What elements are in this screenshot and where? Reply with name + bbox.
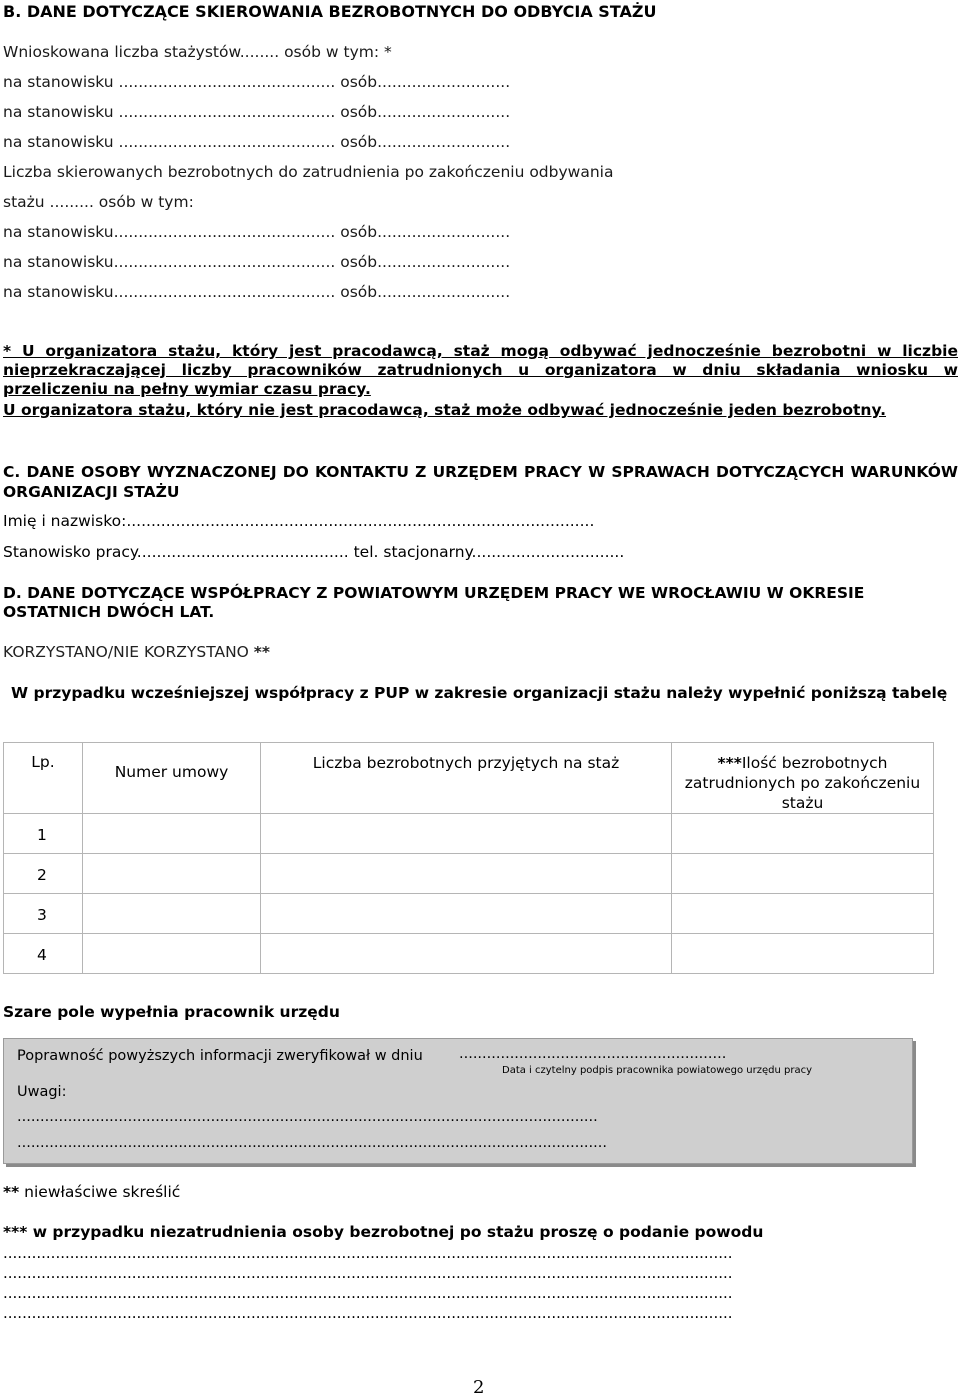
office-box [3,1038,913,1164]
section-d-heading: D. DANE DOTYCZĄCE WSPÓŁPRACY Z POWIATOWYM URZĘDEM PRACY WE WROCŁAWIU W OKRESIE OSTATNICH DWÓCH LAT. [3,584,865,621]
contract-cell[interactable] [83,894,261,934]
contract-cell[interactable] [83,814,261,854]
footnote-strike-text: niewłaściwe skreślić [24,1183,181,1201]
footnote-reason: *** w przypadku niezatrudnienia osoby bezrobotnej po stażu proszę o podanie powodu [3,1223,764,1241]
signature-field[interactable]: .......................................................... [459,1046,727,1062]
row-number: 2 [4,854,83,894]
contract-cell[interactable] [83,934,261,974]
signature-caption: Data i czytelny podpis pracownika powiatowego urzędu pracy [502,1065,812,1076]
row-number: 3 [4,894,83,934]
cooperation-table [3,742,934,974]
employed-cell[interactable] [672,814,934,854]
reason-lines [3,1243,733,1323]
note-non-employer: U organizatora stażu, który nie jest pracodawcą, staż może odbywać jednocześnie jeden bezrobotny. [3,401,887,419]
accepted-cell[interactable] [261,894,672,934]
footnote-mark: ** [3,1183,20,1201]
reason-line[interactable]: ......................................................................................................................................................... [3,1244,733,1262]
remarks-line[interactable]: ................................................................................................................................ [17,1135,607,1151]
office-box-heading: Szare pole wypełnia pracownik urzędu [3,1003,340,1021]
page-number: 2 [473,1377,485,1398]
table-row [4,934,934,974]
header-employed-label: Ilość bezrobotnych zatrudnionych po zakończeniu stażu [684,754,921,812]
employed-cell[interactable] [672,854,934,894]
contact-name-line: Imię i nazwisko:............................................................................................... [3,512,595,530]
position-line: na stanowisku ............................................ osób........................... [3,103,511,121]
position-line: na stanowisku ............................................ osób........................... [3,73,511,91]
footnote-mark: *** [717,754,742,772]
employment-after-intern-line: Liczba skierowanych bezrobotnych do zatrudnienia po zakończeniu odbywania [3,163,614,181]
employment-count-line: stażu ......... osób w tym: [3,193,194,211]
section-c-heading: C. DANE OSOBY WYZNACZONEJ DO KONTAKTU Z URZĘDEM PRACY W SPRAWACH DOTYCZĄCYCH WARUNKÓW ORGANIZACJI STAŻU [3,463,958,501]
reason-line[interactable]: ......................................................................................................................................................... [3,1304,733,1322]
remarks-line[interactable]: .............................................................................................................................. [17,1109,598,1125]
table-row [4,854,934,894]
row-number: 1 [4,814,83,854]
reason-line[interactable]: ......................................................................................................................................................... [3,1284,733,1302]
position-line: na stanowisku............................................. osób........................... [3,283,511,301]
contact-position-line: Stanowisko pracy........................................... tel. stacjonarny............................... [3,543,625,561]
header-employed-count [672,743,934,814]
section-b-heading: B. DANE DOTYCZĄCE SKIEROWANIA BEZROBOTNYCH DO ODBYCIA STAŻU [3,2,657,21]
cooperation-choice-text: KORZYSTANO/NIE KORZYSTANO [3,643,249,661]
footnote-strike [3,1183,180,1201]
position-line: na stanowisku ............................................ osób........................... [3,133,511,151]
position-line: na stanowisku............................................. osób........................... [3,223,511,241]
requested-interns-line: Wnioskowana liczba stażystów........ osób w tym: * [3,43,392,61]
verification-label: Poprawność powyższych informacji zweryfikował w dniu [17,1048,423,1064]
cooperation-choice [3,643,270,661]
header-lp: Lp. [4,743,83,814]
accepted-cell[interactable] [261,814,672,854]
remarks-label: Uwagi: [17,1084,67,1100]
section-b-lines [3,37,613,307]
table-header-row [4,743,934,814]
accepted-cell[interactable] [261,854,672,894]
table-instruction: W przypadku wcześniejszej współpracy z PUP w zakresie organizacji stażu należy wypełnić poniższą tabelę [11,684,948,702]
position-line: na stanowisku............................................. osób........................... [3,253,511,271]
contract-cell[interactable] [83,854,261,894]
employed-cell[interactable] [672,934,934,974]
accepted-cell[interactable] [261,934,672,974]
reason-line[interactable]: ......................................................................................................................................................... [3,1264,733,1282]
header-accepted-count: Liczba bezrobotnych przyjętych na staż [261,743,672,814]
footnote-mark: ** [253,643,271,661]
table-row [4,814,934,854]
row-number: 4 [4,934,83,974]
header-contract-number: Numer umowy [83,743,261,814]
note-employer: * U organizatora stażu, który jest pracodawcą, staż mogą odbywać jednocześnie bezrobotni w liczbie nieprzekraczającej liczby pracowników zatrudnionych u organizatora w dniu składania wniosku w przeliczeniu na pełny wymiar czasu pracy. [3,342,958,398]
table-row [4,894,934,934]
employed-cell[interactable] [672,894,934,934]
